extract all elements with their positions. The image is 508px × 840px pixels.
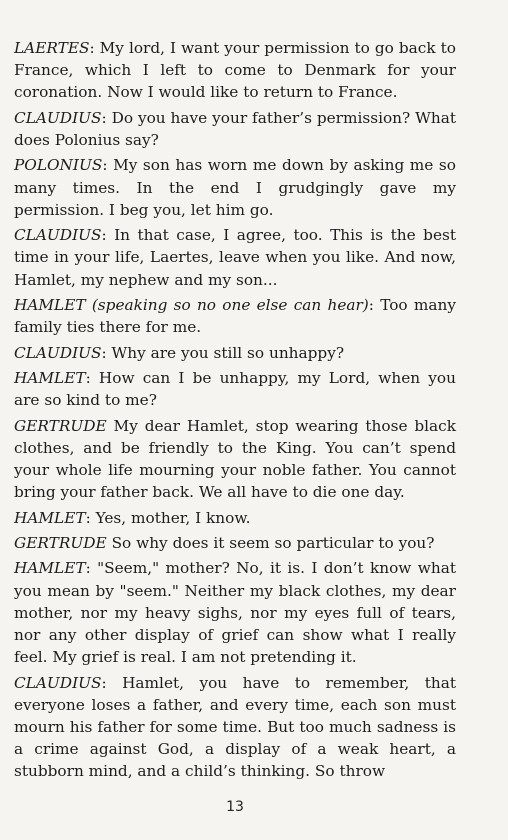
speech-text: How can I be unhappy, my Lord, when you are so kind to me? xyxy=(14,368,456,410)
speech-text: Why are you still so unhappy? xyxy=(111,343,345,362)
dialogue-paragraph xyxy=(14,154,456,221)
speech-text: Hamlet, you have to remember, that everyone loses a father, and every time, each son must mourn his father for some time. But too much sadness is a crime against God, a display of a weak heart, a stubborn mind, and a child’s thinking. So throw xyxy=(14,673,456,781)
dialogue-paragraph xyxy=(14,294,456,338)
speaker-name: GERTRUDE xyxy=(14,416,107,435)
speech-text: Do you have your father’s permission? What does Polonius say? xyxy=(14,108,456,149)
dialogue-paragraph xyxy=(14,507,456,529)
speaker-name: GERTRUDE xyxy=(14,533,107,552)
speaker-name: CLAUDIUS xyxy=(14,343,102,362)
dialogue-text xyxy=(14,37,456,786)
speaker-name: HAMLET xyxy=(14,295,86,314)
speaker-separator: : xyxy=(85,508,96,527)
speaker-separator: : xyxy=(101,226,115,245)
speech-text: Too many family ties there for me. xyxy=(14,295,456,337)
speaker-separator: : xyxy=(102,156,114,175)
speaker-name: POLONIUS xyxy=(14,156,103,175)
stage-direction: (speaking so no one else can hear) xyxy=(91,295,369,314)
speech-text: My son has worn me down by asking me so many times. In the end I grudgingly gave my permission. I beg you, let him go. xyxy=(14,156,456,219)
dialogue-paragraph xyxy=(14,107,456,151)
dialogue-paragraph xyxy=(14,367,456,411)
speech-text: "Seem," mother? No, it is. I don’t know what you mean by "seem." Neither my black clothes, my dear mother, nor my heavy sighs, nor my eyes full of tears, nor any other display of grief can show what I really feel. My grief is real. I am not pretending it. xyxy=(14,559,456,667)
speaker-separator: : xyxy=(89,39,100,57)
dialogue-paragraph xyxy=(14,342,456,364)
speaker-separator: : xyxy=(101,343,112,362)
speaker-separator: : xyxy=(85,559,98,578)
speaker-name: HAMLET xyxy=(14,368,86,387)
speaker-name: CLAUDIUS xyxy=(14,226,102,245)
page-number: 13 xyxy=(226,799,244,815)
speaker-name: HAMLET xyxy=(14,559,86,578)
speech-text: Yes, mother, I know. xyxy=(95,508,251,527)
dialogue-paragraph xyxy=(14,37,456,104)
dialogue-paragraph xyxy=(14,415,456,504)
speaker-separator: : xyxy=(101,673,123,692)
speaker-name: CLAUDIUS xyxy=(14,108,102,127)
dialogue-paragraph xyxy=(14,224,456,291)
dialogue-paragraph xyxy=(14,672,456,783)
speech-text: My dear Hamlet, stop wearing those black clothes, and be friendly to the King. You can’t spend your whole life mourning your noble father. You cannot bring your father back. We all have to die one day. xyxy=(14,416,456,502)
speech-text: So why does it seem so particular to you? xyxy=(111,533,435,552)
speaker-separator: : xyxy=(101,108,112,127)
speech-text: In that case, I agree, too. This is the best time in your life, Laertes, leave when you like. And now, Hamlet, my nephew and my son... xyxy=(14,226,456,289)
speaker-name: CLAUDIUS xyxy=(14,673,102,692)
speech-text: My lord, I want your permission to go back to France, which I left to come to Denmark for your coronation. Now I would like to return to France. xyxy=(14,39,456,102)
stage-separator: : xyxy=(368,295,381,314)
speaker-separator xyxy=(107,417,114,435)
speaker-name: HAMLET xyxy=(14,508,86,527)
speaker-separator: : xyxy=(85,368,99,387)
dialogue-paragraph xyxy=(14,532,456,554)
speaker-name: LAERTES xyxy=(14,39,90,57)
dialogue-paragraph xyxy=(14,557,456,668)
